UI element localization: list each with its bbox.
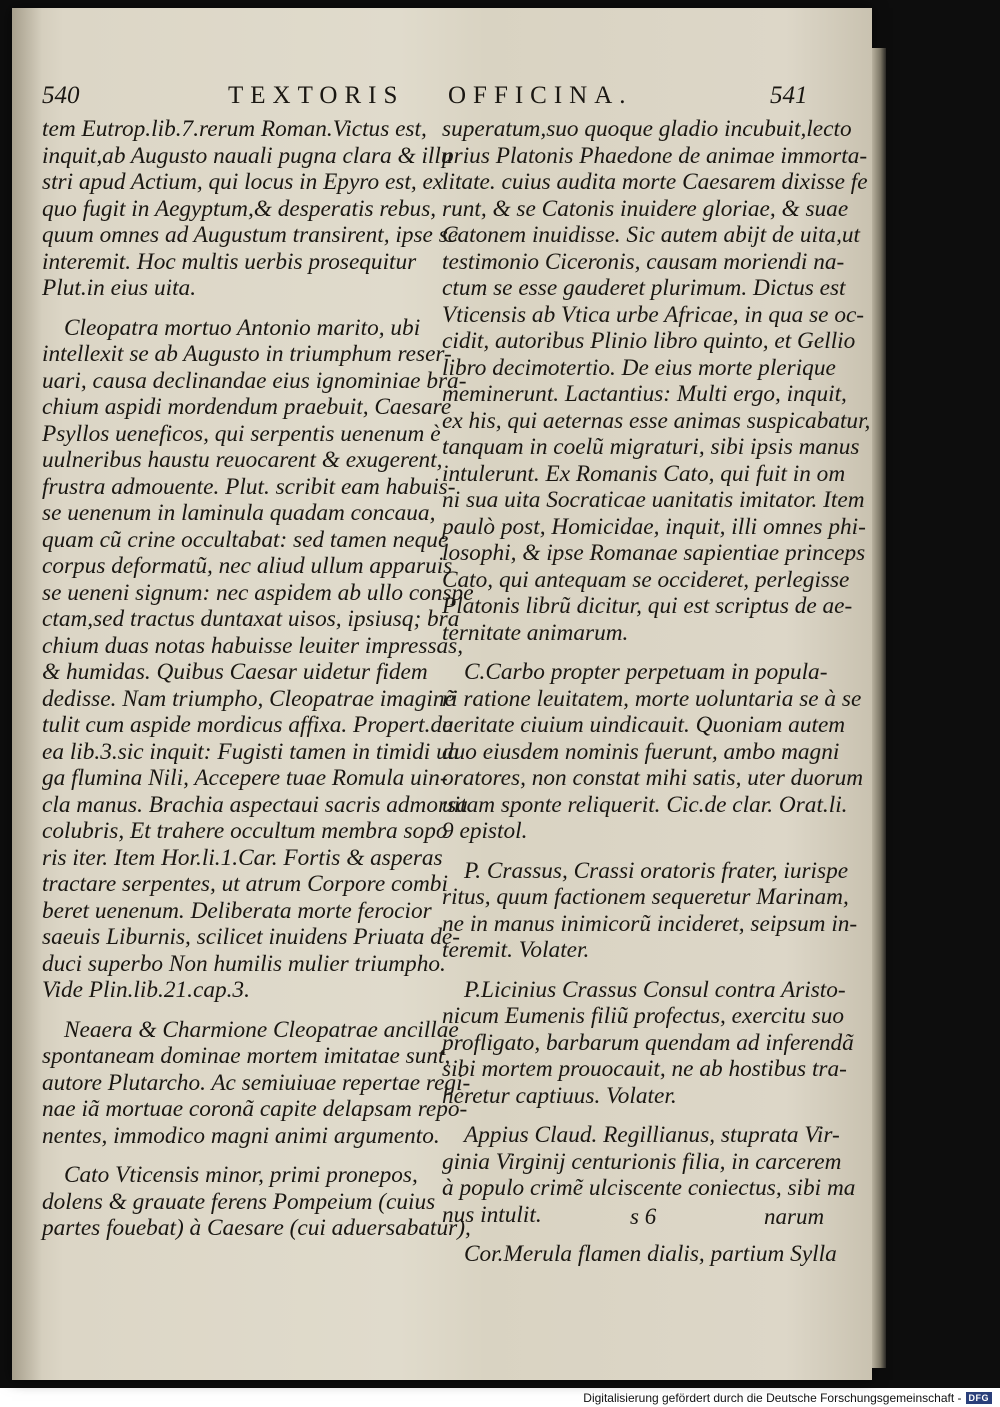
text-line: dolens & grauate ferens Pompeium (cuius (42, 1188, 436, 1215)
text-line: Plut.in eius uita. (42, 275, 197, 301)
text-line: Neaera & Charmione Cleopatrae ancillae (64, 1016, 459, 1043)
text-line: duo eiusdem nominis fuerunt, ambo magni (442, 738, 840, 765)
paragraph (42, 314, 474, 1004)
running-title-left: TEXTORIS (228, 82, 405, 109)
text-line: stri apud Actium, qui locus in Epyro est, ex (42, 169, 444, 195)
text-line: se ueneni signum: nec aspidem ab ullo conspe (42, 579, 474, 606)
text-line: colubris, Et trahere occultum membra sopo (42, 818, 448, 844)
text-line: nentes, immodico magni animi argumento. (42, 1122, 440, 1149)
text-line: & humidas. Quibus Caesar uidetur fidem (42, 659, 428, 685)
text-line: losophi, & ipse Romanae sapientiae princeps (442, 540, 866, 566)
running-title-right: OFFICINA. (448, 82, 633, 109)
text-line: intulerunt. Ex Romanis Cato, qui fuit in om (442, 460, 846, 487)
text-line: profligato, barbarum quendam ad inferendã (442, 1029, 854, 1056)
text-line: Psyllos ueneficos, qui serpentis uenenum è (42, 420, 441, 447)
text-line: 9 epistol. (442, 818, 528, 844)
page-number-left: 540 (42, 82, 80, 109)
text-line: ueritate ciuium uindicauit. Quoniam autem (442, 712, 846, 738)
text-line: cla manus. Brachia aspectaui sacris admorsa (42, 791, 468, 818)
text-line: à populo crimẽ ulciscente coniectus, sibi ma (442, 1175, 856, 1201)
text-line: nus intulit. (442, 1201, 542, 1228)
text-line: litate. cuius audita morte Caesarem dixisse fe (442, 169, 868, 195)
text-line: paulò post, Homicidae, inquit, illi omnes phi- (442, 513, 866, 540)
text-line: ctum se esse gauderet plurimum. Dictus est (442, 275, 846, 301)
text-line: testimonio Ciceronis, causam moriendi na- (442, 248, 845, 275)
text-line: ne in manus inimicorũ incideret, seipsum in- (442, 910, 858, 937)
text-line: Platonis librũ dicitur, qui est scriptus de ae- (442, 593, 853, 619)
text-line: interemit. Hoc multis uerbis prosequitur (42, 248, 417, 275)
text-line: cidit, autoribus Plinio libro quinto, et Gellio (442, 328, 856, 354)
text-line: ni sua uita Socraticae uanitatis imitator. Item (442, 487, 865, 513)
book-page (12, 8, 872, 1380)
paragraph (42, 116, 459, 302)
text-line: libro decimotertio. De eius morte plerique (442, 354, 836, 381)
paragraph-gap (42, 302, 432, 315)
paragraph (442, 116, 871, 646)
gutter-shadow (12, 8, 42, 1380)
paragraph (442, 857, 858, 964)
text-line: oratores, non constat mihi satis, uter duorum (442, 765, 864, 791)
text-line: uari, causa declinandae eius ignominiae bra- (42, 367, 467, 394)
signature-mark: s 6 (630, 1204, 657, 1229)
text-line: quum omnes ad Augustum transirent, ipse se (42, 222, 459, 248)
paragraph (442, 976, 854, 1110)
text-line: heretur captiuus. Volater. (442, 1082, 677, 1109)
text-line: nae iã mortuae coronã capite delapsam repo- (42, 1096, 468, 1122)
text-line: prius Platonis Phaedone de animae immorta- (442, 142, 868, 169)
text-line: ri ratione leuitatem, morte uoluntaria se à se (442, 685, 862, 712)
text-line: partes fouebat) à Caesare (cui aduersabatur), (42, 1215, 471, 1241)
text-line: uulneribus haustu reuocarent & exugerent, (42, 447, 443, 473)
dfg-logo: DFG (966, 1392, 993, 1404)
text-line: superatum,suo quoque gladio incubuit,lecto (442, 116, 852, 142)
page-number-right: 541 (770, 82, 808, 109)
digitization-footer (583, 1388, 992, 1407)
text-line: Cleopatra mortuo Antonio marito, ubi (64, 314, 421, 341)
text-line: C.Carbo propter perpetuam in popula- (464, 659, 828, 685)
text-line: ga flumina Nili, Accepere tuae Romula uin- (42, 765, 448, 791)
text-line: duci superbo Non humilis mulier triumpho. (42, 950, 446, 977)
running-head (42, 82, 832, 116)
paragraph (42, 1016, 471, 1150)
text-line: Vticensis ab Vtica urbe Africae, in qua se oc- (442, 301, 865, 328)
text-line: ternitate animarum. (442, 619, 629, 646)
paragraph (442, 1241, 837, 1268)
text-line: P.Licinius Crassus Consul contra Aristo- (464, 976, 846, 1003)
text-line: Vide Plin.lib.21.cap.3. (42, 977, 250, 1003)
text-line: ris iter. Item Hor.li.1.Car. Fortis & asperas (42, 844, 443, 871)
text-line: Cato, qui antequam se occideret, perlegisse (442, 566, 850, 593)
text-line: runt, & se Catonis inuidere gloriae, & suae (442, 195, 849, 222)
text-line: meminerunt. Lactantius: Multi ergo, inquit, (442, 381, 847, 407)
text-line: ginia Virginij centurionis filia, in carcerem (442, 1148, 842, 1175)
paragraph-gap (442, 964, 832, 977)
text-line: Catonem inuidisse. Sic autem abijt de uita,ut (442, 222, 861, 248)
text-line: inquit,ab Augusto nauali pugna clara & illu (42, 142, 453, 169)
text-line: ex his, qui aeternas esse animas suspicabatur, (442, 407, 871, 434)
text-line: spontaneam dominae mortem imitatae sunt, (42, 1043, 451, 1069)
paragraph-gap (442, 1109, 832, 1122)
paragraph-gap (42, 1004, 432, 1017)
text-line: dedisse. Nam triumpho, Cleopatrae imaginẽ (42, 685, 455, 712)
paragraph-gap (442, 845, 832, 858)
text-line: corpus deformatũ, nec aliud ullum apparuis (42, 553, 453, 579)
text-line: intellexit se ab Augusto in triumphum reser- (42, 341, 452, 367)
text-line: quo fugit in Aegyptum,& desperatis rebus, (42, 195, 437, 222)
text-line: saeuis Liburnis, scilicet inuidens Priuata de- (42, 924, 461, 950)
text-line: autore Plutarcho. Ac semiuiuae repertae regi- (42, 1069, 471, 1096)
text-line: teremit. Volater. (442, 937, 590, 963)
paragraph-gap (42, 1149, 432, 1162)
text-line: Cor.Merula flamen dialis, partium Sylla (464, 1241, 837, 1267)
text-line: ctam,sed tractus duntaxat uisos, ipsiusq; bra (42, 606, 460, 632)
text-line: ea lib.3.sic inquit: Fugisti tamen in timidi ua (42, 738, 460, 765)
text-line: tulit cum aspide mordicus affixa. Propert.de (42, 712, 453, 738)
paragraph (42, 1162, 471, 1242)
text-line: P. Crassus, Crassi oratoris frater, iurispe (464, 857, 849, 884)
text-line: tanquam in coelũ migraturi, sibi ipsis manus (442, 434, 860, 460)
text-line: nicum Eumenis filiũ profectus, exercitu suo (442, 1003, 845, 1029)
text-line: tractare serpentes, ut atrum Corpore combi (42, 871, 448, 897)
text-line: uitam sponte reliquerit. Cic.de clar. Orat.li. (442, 791, 848, 818)
text-line: ritus, quum factionem sequeretur Marinam, (442, 884, 849, 910)
text-column-left (42, 116, 474, 1242)
text-line: tem Eutrop.lib.7.rerum Roman.Victus est, (42, 116, 427, 142)
text-line: chium aspidi mordendum praebuit, Caesare (42, 394, 452, 420)
text-line: chium duas notas habuisse leuiter impressas, (42, 632, 464, 659)
text-line: sibi mortem prouocauit, ne ab hostibus tra- (442, 1056, 847, 1082)
text-line: Cato Vticensis minor, primi pronepos, (64, 1162, 418, 1188)
text-line: quam cũ crine occultabat: sed tamen neque (42, 526, 449, 553)
text-line: beret uenenum. Deliberata morte ferocior (42, 897, 432, 924)
paragraph-gap (442, 646, 832, 659)
page-edge (872, 48, 886, 1368)
footer-text: Digitalisierung gefördert durch die Deutsche Forschungsgemeinschaft - (583, 1390, 962, 1405)
text-column-right (442, 116, 871, 1268)
catchword: narum (764, 1204, 825, 1229)
paragraph (442, 659, 864, 845)
text-line: frustra admouente. Plut. scribit eam habuis- (42, 473, 456, 500)
text-line: se uenenum in laminula quadam concaua, (42, 500, 436, 526)
text-line: Appius Claud. Regillianus, stuprata Vir- (464, 1122, 840, 1148)
